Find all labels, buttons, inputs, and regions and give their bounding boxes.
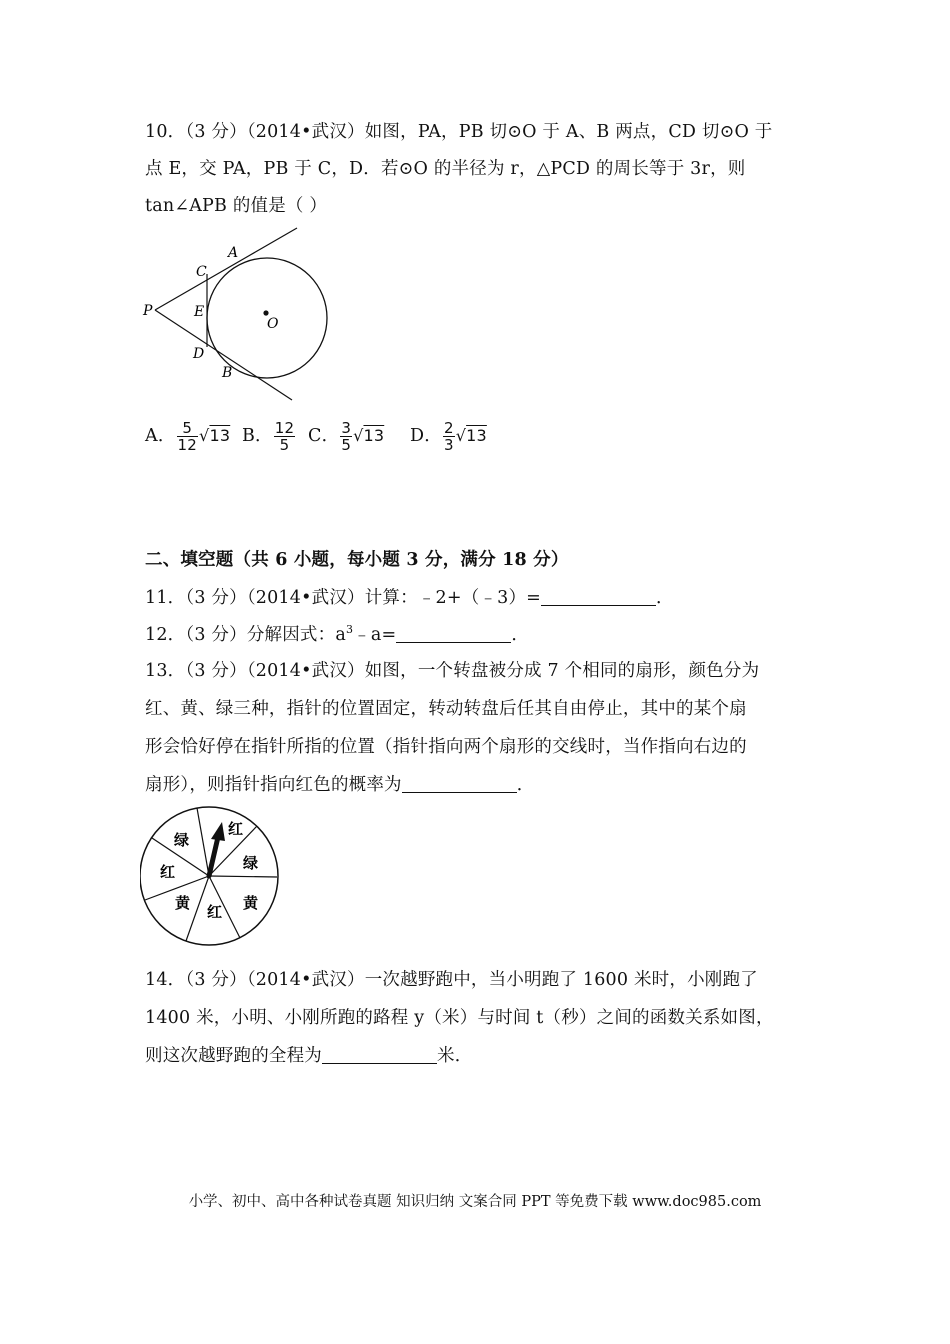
sector-label-1: 红 [228,820,244,838]
q14-line3-text: 则这次越野跑的全程为 [145,1046,322,1066]
q12-text2: ﹣a= [353,625,397,645]
label-O: O [267,316,279,332]
q11-end: ． [656,588,674,608]
option-a-radical: √13 [199,426,231,445]
q11-answer-blank[interactable] [541,587,656,606]
page-footer: 小学、初中、高中各种试卷真题 知识归纳 文案合同 PPT 等免费下载 www.doc985.com [188,1194,762,1210]
q12-exponent: 3 [345,623,354,636]
label-A: A [228,245,239,261]
q12 [145,621,529,646]
q13-line4 [145,771,534,796]
q14-line2: 1400 米，小明、小刚所跑的路程 y（米）与时间 t（秒）之间的函数关系如图， [145,1008,774,1028]
option-b[interactable] [242,420,296,453]
sector-label-4: 红 [207,903,223,921]
q13-line1: 13．（3 分）（2014•武汉）如图，一个转盘被分成 7 个相同的扇形，颜色分为 [145,661,760,681]
q14-answer-blank[interactable] [322,1045,437,1064]
tangent-circle-figure [140,222,340,407]
sector-label-2: 绿 [243,854,259,872]
option-b-fraction: $\frac{12}{5}$ [274,419,295,454]
sector-label-6: 红 [160,863,176,881]
sector-label-3: 黄 [243,894,259,912]
q11-text: 11．（3 分）（2014•武汉）计算：﹣2+（﹣3）= [145,588,542,608]
sector-label-7: 绿 [174,831,190,849]
label-E: E [194,304,205,320]
option-a-fraction: $\frac{5}{12}$ [177,419,198,454]
q12-end: ． [511,625,530,645]
q10-line1: 10．（3 分）（2014•武汉）如图，PA，PB 切⊙O 于 A、B 两点，CD 切⊙O 于 [145,122,773,142]
q14-end: 米． [437,1046,473,1066]
option-c[interactable] [308,420,384,453]
q13-line2: 红、黄、绿三种，指针的位置固定，转动转盘后任其自由停止，其中的某个扇 [145,699,747,719]
label-D: D [193,346,205,362]
label-C: C [196,264,207,280]
q10-options [145,420,493,453]
option-c-radical: √13 [353,426,385,445]
option-a[interactable] [145,420,230,453]
option-d-fraction: $\frac{2}{3}$ [443,419,454,454]
option-c-fraction: $\frac{3}{5}$ [341,419,352,454]
sector-label-5: 黄 [175,894,191,912]
option-a-letter: A． [145,426,176,446]
label-P: P [143,303,153,319]
option-c-letter: C． [308,426,340,446]
q14-line1: 14．（3 分）（2014•武汉）一次越野跑中，当小明跑了 1600 米时，小刚跑了 [145,970,758,990]
option-d[interactable] [410,420,487,453]
q10-line2: 点 E，交 PA，PB 于 C，D．若⊙O 的半径为 r，△PCD 的周长等于 3r，则 [145,159,746,179]
spinner-figure [140,805,290,950]
q11 [145,584,674,609]
q12-answer-blank[interactable] [396,624,511,643]
section-title: 二、填空题（共 6 小题，每小题 3 分，满分 18 分） [145,550,569,570]
q12-text: 12．（3 分）分解因式：a [145,625,346,645]
q10-line3: tan∠APB 的值是（ ） [145,196,328,216]
q14-line3 [145,1042,472,1067]
q13-line4-text: 扇形），则指针指向红色的概率为 [145,775,402,795]
option-d-letter: D． [410,426,442,446]
option-b-letter: B． [241,426,273,446]
q13-answer-blank[interactable] [402,774,517,793]
label-B: B [222,365,233,381]
q13-line3: 形会恰好停在指针所指的位置（指针指向两个扇形的交线时，当作指向右边的 [145,737,747,757]
q13-end: ． [516,775,535,795]
option-d-radical: √13 [455,426,487,445]
